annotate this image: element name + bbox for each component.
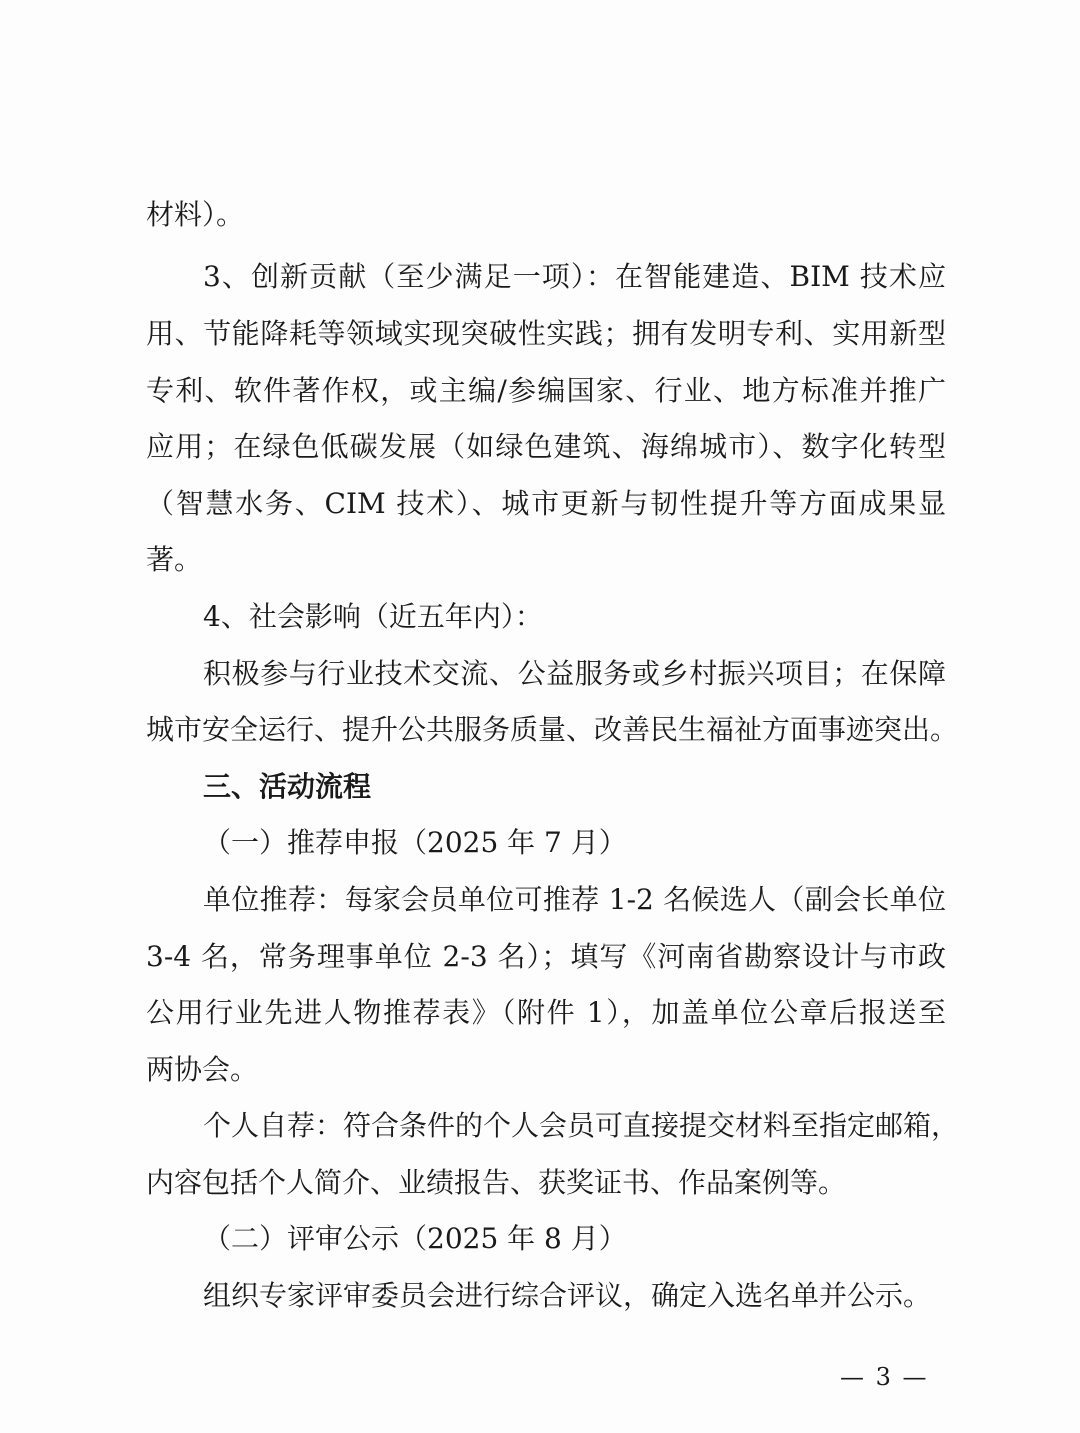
- paragraph-line: 城市安全运行、提升公共服务质量、改善民生福祉方面事迹突出。: [146, 713, 959, 746]
- subsection-heading: （一）推荐申报（2025 年 7 月）: [203, 826, 627, 859]
- paragraph-line: 用、节能降耗等领域实现突破性实践；拥有发明专利、实用新型: [146, 317, 946, 350]
- paragraph-line: 组织专家评审委员会进行综合评议，确定入选名单并公示。: [203, 1279, 932, 1312]
- paragraph-line: 两协会。: [146, 1053, 259, 1086]
- paragraph-line: 内容包括个人简介、业绩报告、获奖证书、作品案例等。: [146, 1166, 847, 1199]
- paragraph-line: 4、社会影响（近五年内）：: [203, 600, 543, 633]
- paragraph-line: 积极参与行业技术交流、公益服务或乡村振兴项目；在保障: [203, 657, 946, 690]
- paragraph-line: 专利、软件著作权，或主编/参编国家、行业、地方标准并推广: [146, 374, 946, 407]
- paragraph-line: （智慧水务、CIM 技术）、城市更新与韧性提升等方面成果显: [146, 487, 946, 520]
- paragraph-line: 单位推荐：每家会员单位可推荐 1-2 名候选人（副会长单位: [203, 883, 946, 916]
- subsection-heading: （二）评审公示（2025 年 8 月）: [203, 1222, 627, 1255]
- paragraph-line: 3-4 名，常务理事单位 2-3 名）；填写《河南省勘察设计与市政: [146, 940, 946, 973]
- paragraph-line: 公用行业先进人物推荐表》（附件 1），加盖单位公章后报送至: [146, 996, 946, 1029]
- paragraph-line: 著。: [146, 543, 203, 576]
- page-number: — 3 —: [840, 1363, 929, 1391]
- paragraph-line: 材料）。: [146, 198, 245, 231]
- section-heading: 三、活动流程: [203, 770, 372, 803]
- paragraph-line: 3、创新贡献（至少满足一项）：在智能建造、BIM 技术应: [203, 260, 946, 293]
- paragraph-line: 个人自荐：符合条件的个人会员可直接提交材料至指定邮箱，: [203, 1109, 960, 1142]
- paragraph-line: 应用；在绿色低碳发展（如绿色建筑、海绵城市）、数字化转型: [146, 430, 946, 463]
